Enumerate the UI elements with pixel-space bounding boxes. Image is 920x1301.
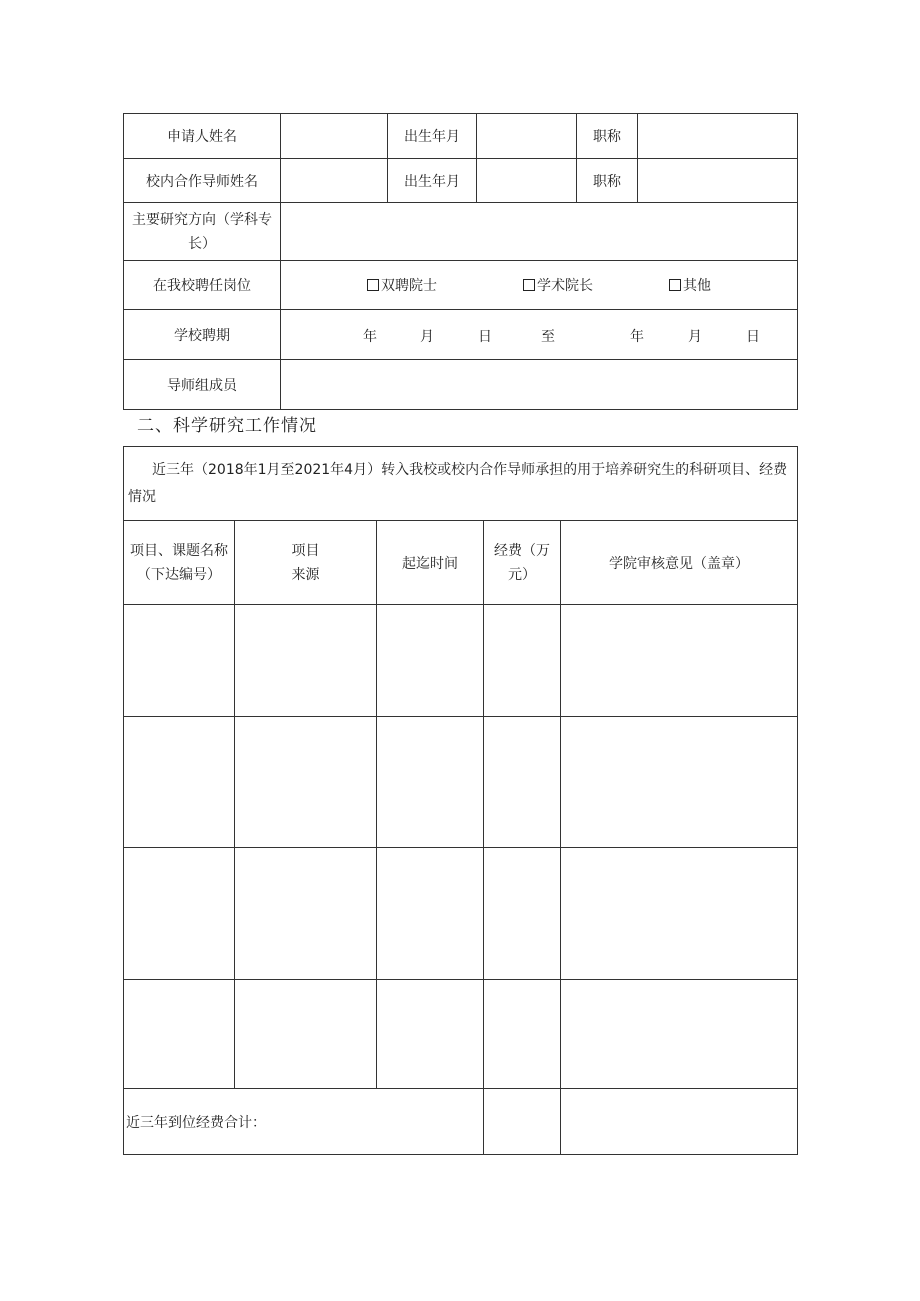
option-academic-dean[interactable]: 学术院长 [523, 275, 593, 295]
col-header-source: 项目来源 [235, 521, 377, 605]
projects-intro: 近三年（2018年1月至2021年4月）转入我校或校内合作导师承担的用于培养研究生的科研项目、经费情况 [124, 447, 798, 521]
applicant-birth-label: 出生年月 [388, 114, 477, 159]
project-name-cell[interactable] [124, 980, 235, 1089]
applicant-info-table [123, 113, 798, 410]
project-source-cell[interactable] [235, 980, 377, 1089]
end-day-unit: 日 [746, 328, 760, 345]
position-label: 在我校聘任岗位 [124, 261, 281, 310]
applicant-name-label: 申请人姓名 [124, 114, 281, 159]
project-name-cell[interactable] [124, 605, 235, 717]
project-opinion-cell[interactable] [561, 605, 798, 717]
appointment-period-field[interactable] [281, 310, 798, 360]
cooperating-supervisor-title-label: 职称 [577, 159, 638, 203]
cooperating-supervisor-birth-label: 出生年月 [388, 159, 477, 203]
checkbox-icon[interactable] [367, 279, 379, 291]
col-header-funding: 经费（万元） [484, 521, 561, 605]
total-funding-field[interactable] [484, 1089, 561, 1155]
col-header-college-opinion: 学院审核意见（盖章） [561, 521, 798, 605]
project-source-cell[interactable] [235, 848, 377, 980]
cooperating-supervisor-name-label: 校内合作导师姓名 [124, 159, 281, 203]
project-opinion-cell[interactable] [561, 980, 798, 1089]
research-direction-label: 主要研究方向（学科专长） [124, 203, 281, 261]
option-academician[interactable]: 双聘院士 [367, 275, 437, 295]
cooperating-supervisor-name-field[interactable] [281, 159, 388, 203]
total-funding-label: 近三年到位经费合计： [124, 1089, 484, 1155]
project-opinion-cell[interactable] [561, 848, 798, 980]
period-to: 至 [541, 328, 555, 345]
end-month-unit: 月 [688, 328, 702, 345]
project-name-cell[interactable] [124, 717, 235, 848]
table-row [124, 980, 798, 1089]
section-2-title: 二、科学研究工作情况 [137, 416, 317, 436]
table-row [124, 848, 798, 980]
total-opinion-field[interactable] [561, 1089, 798, 1155]
applicant-name-field[interactable] [281, 114, 388, 159]
project-funding-cell[interactable] [484, 848, 561, 980]
project-period-cell[interactable] [377, 605, 484, 717]
project-period-cell[interactable] [377, 848, 484, 980]
project-name-cell[interactable] [124, 848, 235, 980]
position-options [281, 261, 798, 310]
project-funding-cell[interactable] [484, 605, 561, 717]
research-direction-field[interactable] [281, 203, 798, 261]
project-source-cell[interactable] [235, 605, 377, 717]
checkbox-icon[interactable] [523, 279, 535, 291]
checkbox-icon[interactable] [669, 279, 681, 291]
project-period-cell[interactable] [377, 717, 484, 848]
project-period-cell[interactable] [377, 980, 484, 1089]
applicant-title-label: 职称 [577, 114, 638, 159]
table-row [124, 717, 798, 848]
start-month-unit: 月 [420, 328, 434, 345]
project-source-cell[interactable] [235, 717, 377, 848]
project-opinion-cell[interactable] [561, 717, 798, 848]
col-header-period: 起迄时间 [377, 521, 484, 605]
end-year-unit: 年 [630, 328, 644, 345]
supervisor-group-field[interactable] [281, 360, 798, 410]
project-funding-cell[interactable] [484, 980, 561, 1089]
supervisor-group-label: 导师组成员 [124, 360, 281, 410]
table-row [124, 605, 798, 717]
option-other[interactable]: 其他 [669, 275, 711, 295]
cooperating-supervisor-birth-field[interactable] [477, 159, 577, 203]
appointment-period-label: 学校聘期 [124, 310, 281, 360]
col-header-project-name: 项目、课题名称（下达编号） [124, 521, 235, 605]
cooperating-supervisor-title-field[interactable] [638, 159, 798, 203]
project-funding-cell[interactable] [484, 717, 561, 848]
start-day-unit: 日 [478, 328, 492, 345]
start-year-unit: 年 [363, 328, 377, 345]
applicant-birth-field[interactable] [477, 114, 577, 159]
research-projects-table [123, 446, 798, 1155]
applicant-title-field[interactable] [638, 114, 798, 159]
